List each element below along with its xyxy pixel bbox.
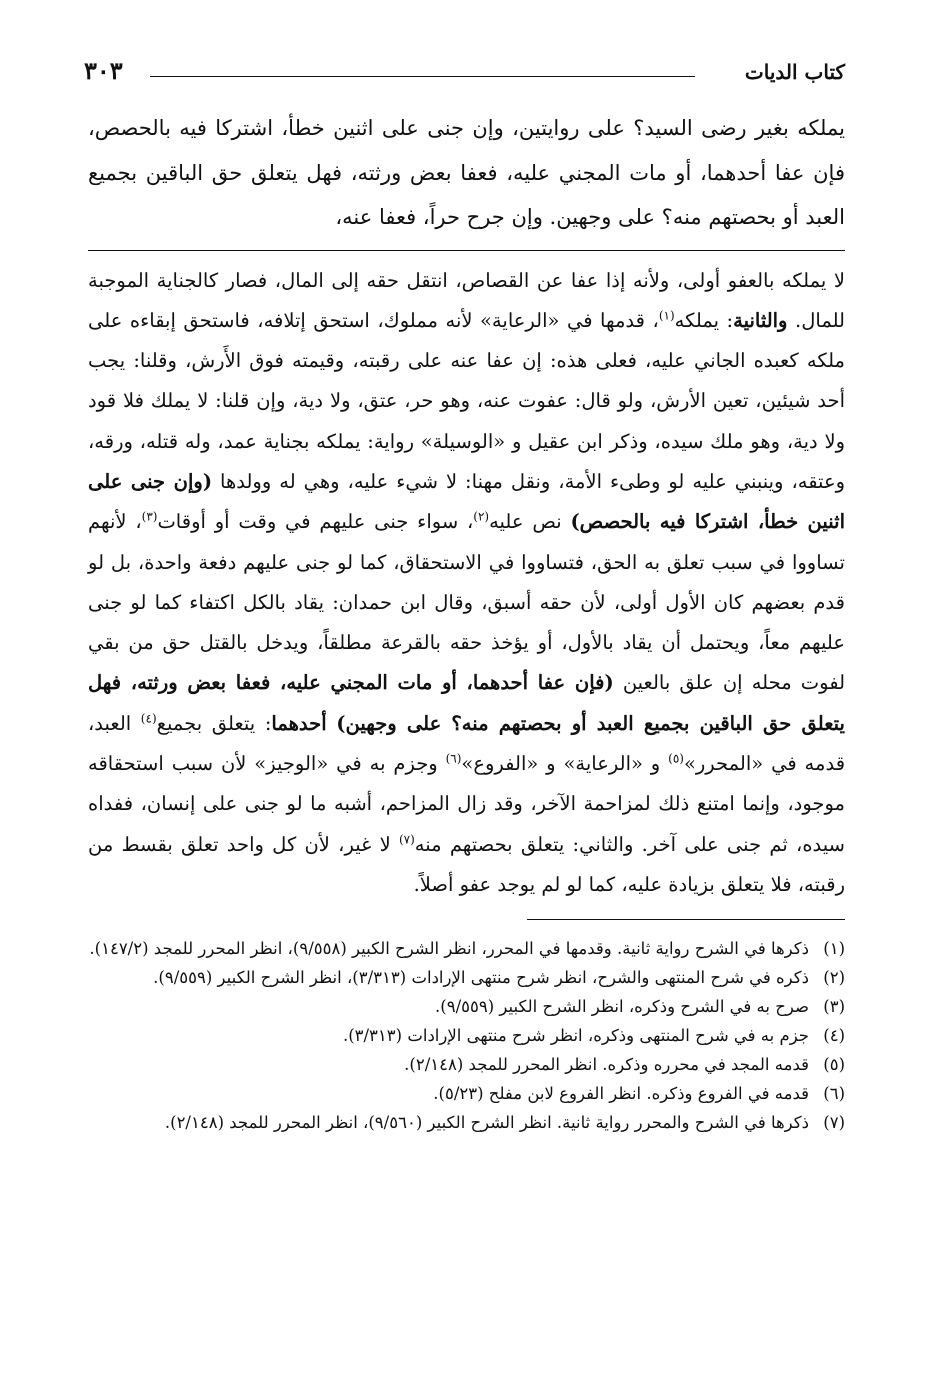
footnote-number: (٣) — [823, 997, 845, 1017]
footnote — [88, 1021, 845, 1050]
commentary-text: ، لأنهم تساووا في سبب تعلق به الحق، فتساووا في الاستحقاق، كما لو جنى عليهم دفعة واحدة، بل لو قدم بعضهم كان الأول أولى، لأن حقه أسبق، وقال ابن حمدان: يقاد بالكل اكتفاء كما لو جنى عليهم معاً، ويحتمل أن يقاد بالأول، أو يؤخذ حقه بالقرعة مطلقاً، ويدخل بالقتل حق من بقي لفوت محله إن علق بالعين — [88, 510, 846, 695]
footnotes — [88, 934, 845, 1137]
footnote-ref-2[interactable]: (٢) — [473, 509, 490, 524]
commentary-text: : يتعلق بجميع — [156, 711, 272, 735]
main-text-divider — [88, 250, 845, 251]
commentary-text: العبد، قدمه في «المحرر» — [88, 711, 846, 776]
header-title: كتاب الديات — [737, 60, 845, 84]
footnote-number: (٥) — [823, 1055, 845, 1075]
footnote-number: (٧) — [823, 1113, 845, 1133]
page-number: ٣٠٣ — [84, 56, 131, 85]
commentary-text: نص عليه — [489, 510, 571, 534]
footnote-ref-5[interactable]: (٥) — [668, 751, 684, 766]
footnote-ref-6[interactable]: (٦) — [445, 751, 462, 766]
commentary-text: : يملكه — [674, 308, 734, 332]
footnote-number: (٦) — [823, 1084, 845, 1104]
footnote — [88, 1079, 845, 1108]
footnote — [88, 934, 845, 963]
footnote — [88, 1108, 845, 1137]
footnote-ref-1[interactable]: (١) — [658, 308, 675, 323]
footnote-text: صرح به في الشرح وذكره، انظر الشرح الكبير (٩/٥٥٩). — [435, 997, 809, 1017]
page — [84, 48, 846, 1137]
commentary-bold: (فإن عفا أحدهما، أو مات المجني عليه، فعفا بعض ورثته، فهل يتعلق حق الباقين بجميع العبد أو بحصتهم منه؟ على وجهين) — [88, 671, 845, 735]
footnote — [88, 1050, 845, 1079]
commentary-text: وجزم به في «الوجيز» لأن سبب استحقاقه موجود، وإنما امتنع ذلك لمزاحمة الآخر، وقد زال المزاحم، أشبه ما لو جنى على إنسان، ففداه سيده، ثم جنى على آخر. والثاني: يتعلق بحصتهم منه — [88, 752, 846, 856]
footnote-text: ذكره في شرح المنتهى والشرح، انظر شرح منتهى الإرادات (٣/٣١٣)، انظر الشرح الكبير (٩/٥٥٩). — [153, 968, 809, 988]
commentary-text: لا يملكه بالعفو أولى، ولأنه إذا عفا عن القصاص، انتقل حقه إلى المال، فصار كالجناية الموجبة للمال. — [88, 268, 845, 332]
footnote-text: ذكرها في الشرح رواية ثانية. وقدمها في المحرر، انظر الشرح الكبير (٩/٥٥٨)، انظر المحرر للمجد (١٤٧/٢). — [89, 939, 809, 959]
footnote-text: جزم به في شرح المنتهى وذكره، انظر شرح منتهى الإرادات (٣/٣١٣). — [342, 1026, 809, 1046]
main-text: يملكه بغير رضى السيد؟ على روايتين، وإن جنى على اثنين خطأ، اشتركا فيه بالحصص، فإن عفا أحدهما، أو مات المجني عليه، فعفا بعض ورثته، فهل يتعلق حق الباقين بجميع العبد أو بحصتهم منه؟ على وجهين. وإن جرح حراً، فعفا عنه، — [88, 116, 845, 229]
footnote — [88, 963, 845, 992]
footnote — [88, 992, 845, 1021]
commentary — [88, 261, 845, 906]
commentary-bold: والثانية — [733, 308, 788, 332]
commentary-text: ، سواء جنى عليهم في وقت أو أوقات — [157, 510, 474, 534]
footnote-number: (٢) — [823, 968, 845, 988]
footnote-number: (١) — [823, 939, 845, 959]
header-rule — [150, 76, 695, 77]
commentary-bold: (وإن جنى على اثنين خطأ، اشتركا فيه بالحصص) — [88, 469, 845, 534]
footnote-ref-3[interactable]: (٣) — [141, 509, 158, 524]
footnote-ref-7[interactable]: (٧) — [398, 832, 415, 847]
footnote-number: (٤) — [823, 1026, 845, 1046]
footnote-text: قدمه في الفروع وذكره. انظر الفروع لابن مفلح (٥/٢٣). — [433, 1084, 809, 1104]
footnote-divider — [527, 919, 845, 920]
footnote-ref-4[interactable]: (٤) — [140, 711, 157, 726]
commentary-bold: أحدهما — [271, 711, 327, 735]
commentary-text: ، قدمها في «الرعاية» لأنه مملوك، استحق إتلافه، فاستحق إبقاءه على ملكه كعبده الجاني عليه، فعلى هذه: إن عفا عنه على رقبته، وقيمته فوق الأَرش، وقلنا: يجب أحد شيئين، تعين الأرش، ولو قال: عفوت عنه، وهو حر، عتق، ولا دية، وإن قلنا: لا يملك فلا قود ولا دية، وهو ملك سيده، وذكر ابن عقيل و «الوسيلة» رواية: يملكه بجناية عمد، وله قتله، ورقه، وعتقه، وينبني عليه لو وطىء الأمة، ونقل مهنا: لا شيء عليه، وهي له وولدها — [88, 308, 845, 493]
commentary-text: لا غير، لأن كل واحد تعلق بقسط من رقبته، فلا يتعلق بزيادة عليه، كما لو لم يوجد عفو أصلاً. — [88, 832, 845, 896]
footnote-text: ذكرها في الشرح والمحرر رواية ثانية. انظر الشرح الكبير (٩/٥٦٠)، انظر المحرر للمجد (٢/١٤٨). — [164, 1113, 809, 1133]
footnote-text: قدمه المجد في محرره وذكره. انظر المحرر للمجد (٢/١٤٨). — [404, 1055, 809, 1075]
commentary-text: و «الرعاية» و «الفروع» — [461, 752, 669, 776]
running-header — [84, 48, 845, 86]
